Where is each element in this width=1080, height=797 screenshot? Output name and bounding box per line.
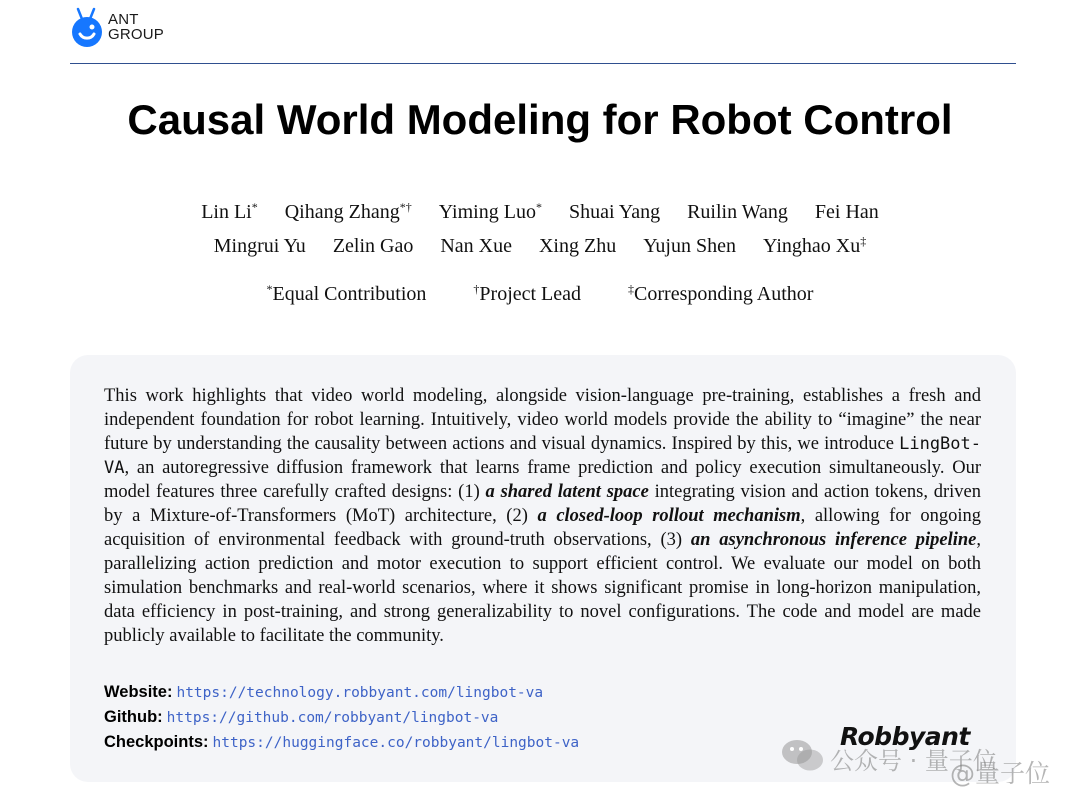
watermark-text-1: 公众号 · 量子位 [830,747,997,775]
paper-title: Causal World Modeling for Robot Control [127,96,953,143]
robbyant-logo: Robbyant [840,722,970,751]
model-name: LingBot-VA [104,434,981,478]
abstract-paragraph: This work highlights that video world modeling, alongside vision-language pre-training, establishes a fresh and independent foundation for robot learning. Intuitively, video world models provide the ability to “imagine” the near future by understanding the causality between actions and visual dynamics. Inspired by this, we introduce LingBot-VA, an autoregressive diffusion framework that learns frame prediction and policy execution simultaneously. Our model features three carefully crafted designs: (1) a shared latent space integrating vision and action tokens, driven by a Mixture-of-Transformers (MoT) architecture, (2) a closed-loop rollout mechanism, allowing for ongoing acquisition of environmental feedback with ground-truth observations, (3) an asynchronous inference pipeline, parallelizing action prediction and motor execution to support efficient control. We evaluate our model on both simulation benchmarks and real-world scenarios, where it shows significant promise in long-horizon manipulation, data efficiency in post-training, and strong generalizability to novel configurations. The code and model are made publicly available to facilitate the community. [104,386,981,646]
authors-row-2 [0,229,1080,258]
author: Lin Li* [201,200,258,223]
github-label: Github: [104,708,163,726]
ant-group-logo [70,6,164,48]
checkpoints-label: Checkpoints: [104,733,209,751]
author: Qihang Zhang*† [284,200,412,223]
wechat-icon [780,738,826,774]
author: Yiming Luo* [438,200,542,223]
ant-logo-icon [70,7,104,47]
emphasis-shared-latent-space: a shared latent space [485,482,649,502]
website-link-row [104,680,804,705]
contribution-notes [0,277,1080,306]
github-link-row [104,705,804,730]
logo-line-2: GROUP [108,26,165,43]
author: Zelin Gao [332,235,414,257]
author: Shuai Yang [568,201,661,223]
header-divider [70,63,1016,64]
resource-links [104,680,804,755]
author: Yinghao Xu‡ [763,234,867,257]
author: Fei Han [814,201,879,223]
logo-wordmark [108,12,164,42]
authors-row-1 [0,195,1080,224]
author: Yujun Shen [643,235,736,257]
watermark-text-2: @量子位 [950,759,1051,788]
checkpoints-link[interactable]: https://huggingface.co/robbyant/lingbot-va [212,735,580,751]
author: Xing Zhu [538,235,617,257]
note-project-lead: †Project Lead [473,282,582,305]
emphasis-closed-loop: a closed-loop rollout mechanism [537,506,801,526]
note-corresponding-author: ‡Corresponding Author [628,282,814,305]
checkpoints-link-row [104,730,804,755]
watermark [780,738,1070,788]
website-link[interactable]: https://technology.robbyant.com/lingbot-va [176,685,544,701]
author: Ruilin Wang [687,201,788,223]
emphasis-async-pipeline: an asynchronous inference pipeline [690,530,977,550]
author: Mingrui Yu [213,235,306,257]
author: Nan Xue [440,235,512,257]
github-link[interactable]: https://github.com/robbyant/lingbot-va [166,710,499,726]
website-label: Website: [104,683,173,701]
logo-line-1: ANT [108,11,139,28]
note-equal-contribution: *Equal Contribution [266,282,427,305]
